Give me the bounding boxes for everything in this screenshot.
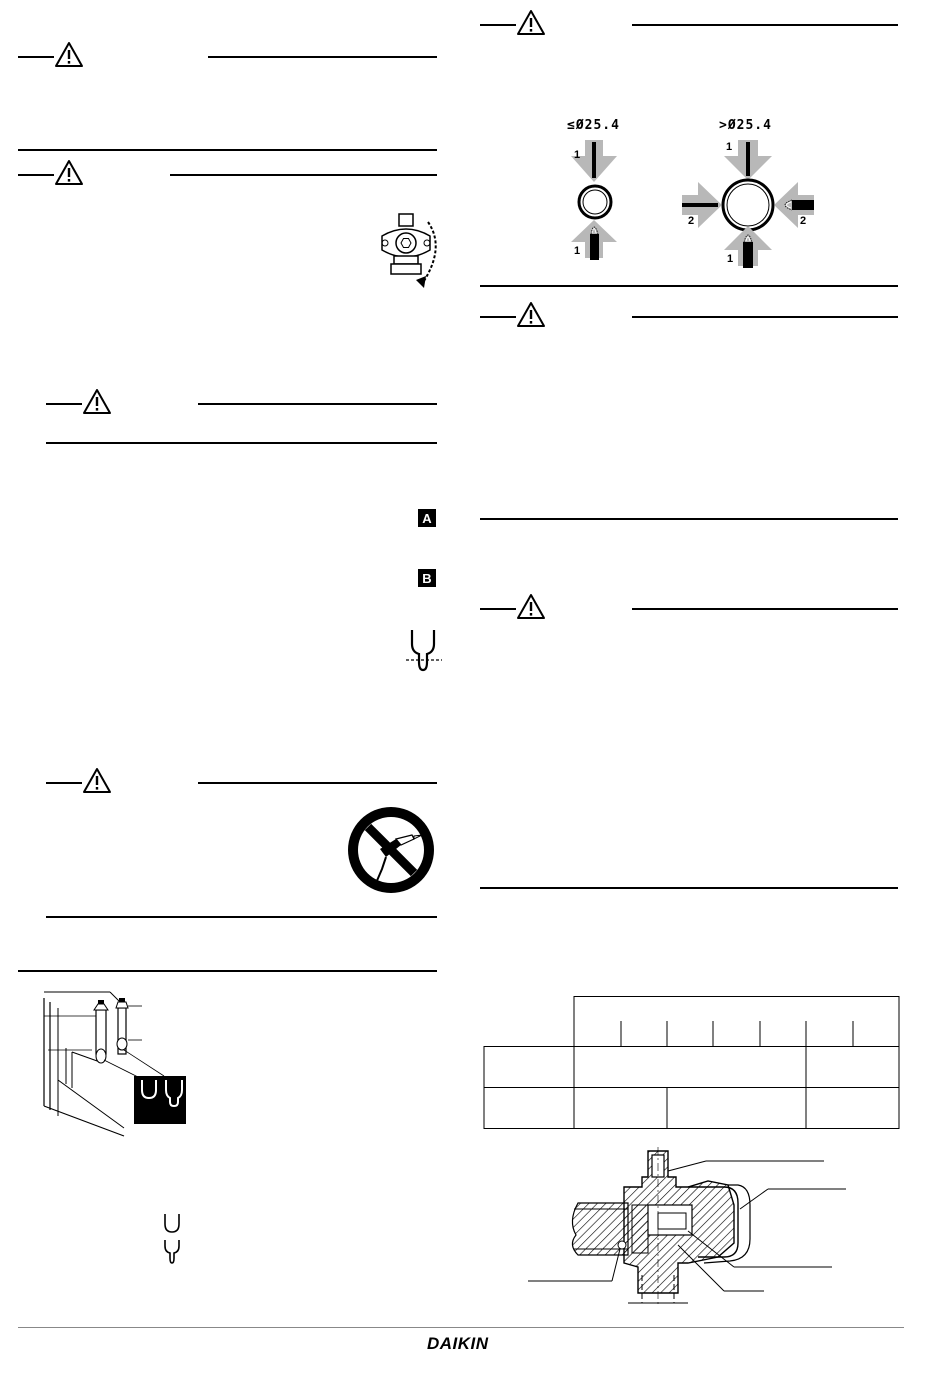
stop-valve-rotation-icon xyxy=(372,212,442,290)
divider xyxy=(480,285,898,287)
step-label-2: 2 xyxy=(688,215,695,227)
pipe-large-diameter-label: >Ø25.4 xyxy=(719,118,772,133)
label-box-b: B xyxy=(418,569,436,587)
pipe-end-squeeze-icon xyxy=(406,628,442,676)
divider xyxy=(480,518,898,520)
divider xyxy=(18,970,437,972)
pipe-end-open-icon xyxy=(162,1212,182,1234)
pipe-end-squeezed-icon xyxy=(162,1238,182,1266)
label-box-a: A xyxy=(418,509,436,527)
no-brazing-torch-icon xyxy=(346,805,436,895)
warning-triangle-icon xyxy=(516,593,546,620)
divider xyxy=(46,442,437,444)
divider xyxy=(46,916,437,918)
divider xyxy=(480,887,898,889)
step-label-1: 1 xyxy=(727,253,734,265)
warning-triangle-icon xyxy=(516,301,546,328)
step-label-1: 1 xyxy=(726,141,733,153)
specification-table xyxy=(482,996,902,1130)
step-label-2: 2 xyxy=(800,215,807,227)
pipe-installation-drawing xyxy=(44,988,194,1136)
warning-triangle-icon xyxy=(82,388,112,415)
brand-logo: DAIKIN xyxy=(427,1334,489,1353)
pipe-large-brazing-figure xyxy=(680,138,816,268)
warning-triangle-icon xyxy=(54,41,84,68)
step-label-1: 1 xyxy=(574,245,581,257)
service-port-cross-section xyxy=(528,1145,858,1305)
footer-divider xyxy=(18,1327,904,1328)
pipe-small-diameter-label: ≤Ø25.4 xyxy=(567,118,620,133)
warning-triangle-icon xyxy=(54,159,84,186)
warning-triangle-icon xyxy=(82,767,112,794)
step-label-1: 1 xyxy=(574,149,581,161)
warning-triangle-icon xyxy=(516,9,546,36)
divider xyxy=(18,149,437,151)
